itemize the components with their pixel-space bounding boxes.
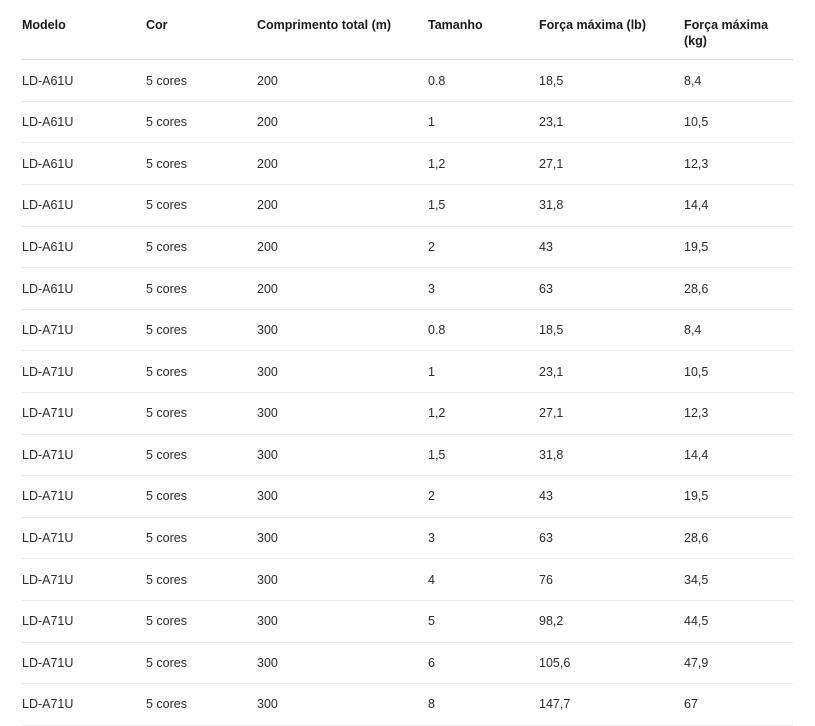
column-header-forca-maxima-kg-label: Força máxima (kg) <box>684 18 769 48</box>
table-row <box>22 268 793 310</box>
table-cell: 14,4 <box>684 185 793 227</box>
table-cell: 300 <box>257 684 428 726</box>
table-cell: 5 cores <box>146 143 257 185</box>
table-cell: 5 cores <box>146 60 257 102</box>
table-cell: 31,8 <box>539 434 684 476</box>
table-cell: 10,5 <box>684 351 793 393</box>
column-header-modelo-label: Modelo <box>22 18 66 32</box>
table-cell: LD-A61U <box>22 101 146 143</box>
table-row <box>22 60 793 102</box>
table-row <box>22 101 793 143</box>
table-cell: LD-A61U <box>22 226 146 268</box>
table-cell: 43 <box>539 226 684 268</box>
column-header-comprimento-total-label: Comprimento total (m) <box>257 18 392 32</box>
table-header <box>22 0 793 60</box>
table-cell: 5 cores <box>146 476 257 518</box>
table-cell: 300 <box>257 476 428 518</box>
table-cell: 300 <box>257 393 428 435</box>
table-cell: 200 <box>257 226 428 268</box>
table-cell: 2 <box>428 226 539 268</box>
table-cell: 5 cores <box>146 268 257 310</box>
table-row <box>22 517 793 559</box>
table-cell: LD-A71U <box>22 642 146 684</box>
table-row <box>22 434 793 476</box>
table-header-row <box>22 0 793 60</box>
table-cell: LD-A71U <box>22 559 146 601</box>
table-cell: 5 cores <box>146 351 257 393</box>
table-cell: 14,4 <box>684 434 793 476</box>
table-cell: 200 <box>257 185 428 227</box>
table-cell: 28,6 <box>684 268 793 310</box>
column-header-forca-maxima-lb <box>539 0 684 60</box>
table-cell: LD-A71U <box>22 476 146 518</box>
table-cell: 8 <box>428 684 539 726</box>
table-cell: 44,5 <box>684 600 793 642</box>
table-cell: 5 cores <box>146 309 257 351</box>
specifications-table <box>22 0 793 726</box>
table-cell: 200 <box>257 268 428 310</box>
table-cell: 12,3 <box>684 143 793 185</box>
table-cell: 105,6 <box>539 642 684 684</box>
table-row <box>22 393 793 435</box>
table-cell: 1,2 <box>428 393 539 435</box>
table-cell: 300 <box>257 351 428 393</box>
table-cell: 10,5 <box>684 101 793 143</box>
table-cell: 98,2 <box>539 600 684 642</box>
table-cell: 34,5 <box>684 559 793 601</box>
table-cell: 300 <box>257 559 428 601</box>
table-cell: 0.8 <box>428 60 539 102</box>
column-header-comprimento-total <box>257 0 428 60</box>
column-header-cor-label: Cor <box>146 18 168 32</box>
table-cell: 147,7 <box>539 684 684 726</box>
table-cell: 27,1 <box>539 393 684 435</box>
table-cell: 63 <box>539 517 684 559</box>
table-cell: 12,3 <box>684 393 793 435</box>
table-cell: 200 <box>257 60 428 102</box>
table-row <box>22 351 793 393</box>
table-cell: LD-A71U <box>22 517 146 559</box>
table-cell: LD-A61U <box>22 143 146 185</box>
table-cell: 300 <box>257 600 428 642</box>
table-cell: 1,5 <box>428 434 539 476</box>
table-cell: 3 <box>428 268 539 310</box>
table-cell: 23,1 <box>539 101 684 143</box>
table-cell: 5 cores <box>146 642 257 684</box>
table-cell: 3 <box>428 517 539 559</box>
table-body <box>22 60 793 726</box>
table-cell: 63 <box>539 268 684 310</box>
column-header-modelo <box>22 0 146 60</box>
table-cell: LD-A61U <box>22 185 146 227</box>
table-cell: 1 <box>428 351 539 393</box>
table-cell: 5 <box>428 600 539 642</box>
column-header-forca-maxima-lb-label: Força máxima (lb) <box>539 18 646 32</box>
table-cell: 5 cores <box>146 226 257 268</box>
table-row <box>22 642 793 684</box>
table-row <box>22 185 793 227</box>
table-cell: LD-A71U <box>22 684 146 726</box>
table-cell: 23,1 <box>539 351 684 393</box>
table-cell: 19,5 <box>684 226 793 268</box>
table-cell: 8,4 <box>684 309 793 351</box>
table-cell: 8,4 <box>684 60 793 102</box>
table-cell: LD-A71U <box>22 309 146 351</box>
table-cell: 18,5 <box>539 309 684 351</box>
table-cell: 300 <box>257 309 428 351</box>
table-cell: 5 cores <box>146 434 257 476</box>
table-row <box>22 226 793 268</box>
table-cell: 300 <box>257 434 428 476</box>
table-row <box>22 600 793 642</box>
table-cell: LD-A71U <box>22 393 146 435</box>
column-header-cor <box>146 0 257 60</box>
table-cell: 300 <box>257 517 428 559</box>
table-cell: 4 <box>428 559 539 601</box>
table-cell: 31,8 <box>539 185 684 227</box>
table-cell: 5 cores <box>146 185 257 227</box>
table-cell: 5 cores <box>146 600 257 642</box>
table-cell: LD-A71U <box>22 434 146 476</box>
table-cell: LD-A71U <box>22 351 146 393</box>
table-cell: 5 cores <box>146 559 257 601</box>
column-header-tamanho-label: Tamanho <box>428 18 483 32</box>
table-cell: 27,1 <box>539 143 684 185</box>
table-cell: 18,5 <box>539 60 684 102</box>
table-cell: LD-A71U <box>22 600 146 642</box>
table-cell: 6 <box>428 642 539 684</box>
table-row <box>22 309 793 351</box>
table-cell: 19,5 <box>684 476 793 518</box>
table-cell: 5 cores <box>146 101 257 143</box>
table-cell: 43 <box>539 476 684 518</box>
table-cell: 300 <box>257 642 428 684</box>
column-header-tamanho <box>428 0 539 60</box>
table-row <box>22 684 793 726</box>
table-cell: 5 cores <box>146 393 257 435</box>
table-cell: 1 <box>428 101 539 143</box>
table-cell: 200 <box>257 143 428 185</box>
table-row <box>22 143 793 185</box>
table-cell: LD-A61U <box>22 268 146 310</box>
table-cell: 47,9 <box>684 642 793 684</box>
table-row <box>22 559 793 601</box>
table-cell: 28,6 <box>684 517 793 559</box>
table-cell: 5 cores <box>146 684 257 726</box>
table-cell: 1,5 <box>428 185 539 227</box>
table-cell: 2 <box>428 476 539 518</box>
table-cell: 67 <box>684 684 793 726</box>
column-header-forca-maxima-kg <box>684 0 793 60</box>
table-cell: 76 <box>539 559 684 601</box>
table-cell: 5 cores <box>146 517 257 559</box>
table-cell: 200 <box>257 101 428 143</box>
table-cell: LD-A61U <box>22 60 146 102</box>
table-row <box>22 476 793 518</box>
table-cell: 1,2 <box>428 143 539 185</box>
table-cell: 0.8 <box>428 309 539 351</box>
